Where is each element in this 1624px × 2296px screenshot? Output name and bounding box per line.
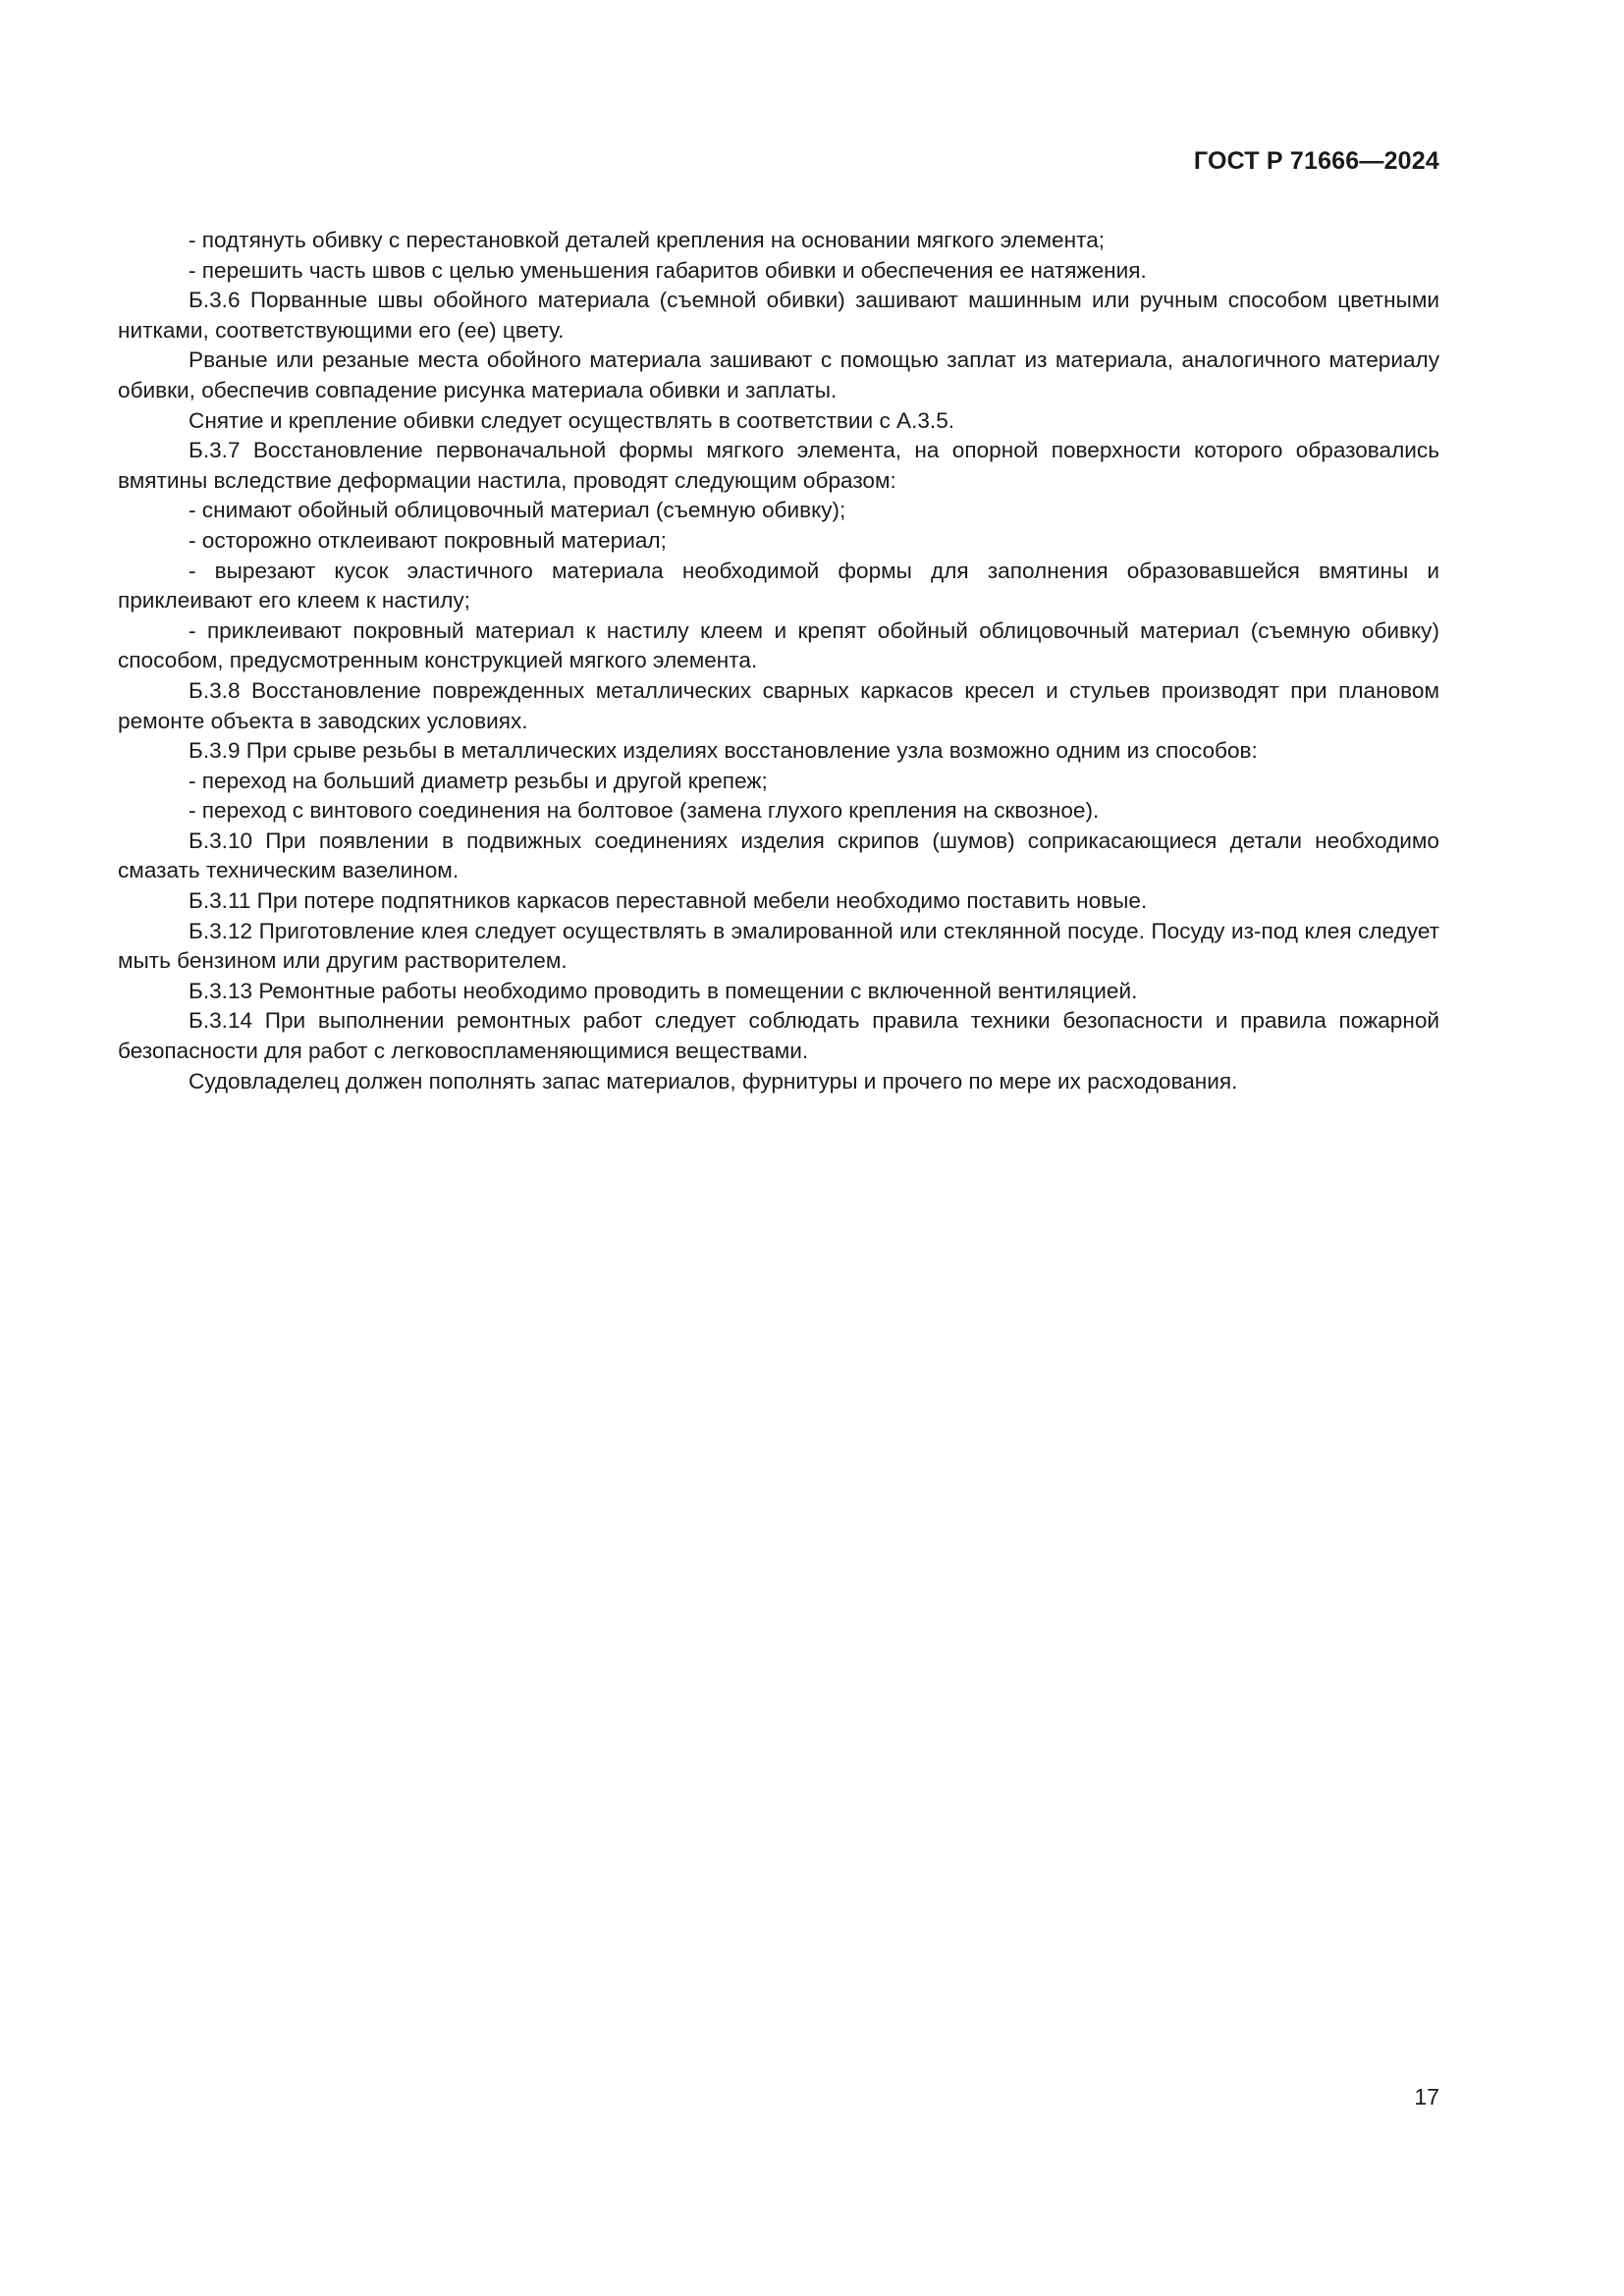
paragraph-b311: Б.3.11 При потере подпятников каркасов переставной мебели необходимо поставить новые.: [189, 888, 1148, 914]
list-item: - приклеивают покровный материал к настилу клеем и крепят обойный облицовочный материал (съемную обивку) способом, предусмотренным конструкцией мягкого элемента.: [118, 617, 1439, 673]
paragraph-b37: Б.3.7 Восстановление первоначальной формы мягкого элемента, на опорной поверхности которого образовались вмятины вследствие деформации настила, проводят следующим образом:: [118, 438, 1439, 493]
paragraph: Снятие и крепление обивки следует осуществлять в соответствии с А.3.5.: [189, 407, 955, 433]
list-item: - вырезают кусок эластичного материала необходимой формы для заполнения образовавшейся вмятины и приклеивают его клеем к настилу;: [118, 558, 1439, 614]
list-item: - снимают обойный облицовочный материал (съемную обивку);: [189, 498, 846, 523]
page-number: 17: [1414, 2084, 1439, 2109]
paragraph-b312: Б.3.12 Приготовление клея следует осуществлять в эмалированной или стеклянной посуде. Посуду из-под клея следует мыть бензином или другим растворителем.: [118, 918, 1439, 974]
document-id-header: ГОСТ Р 71666—2024: [1193, 147, 1439, 175]
list-item: - подтянуть обивку с перестановкой деталей крепления на основании мягкого элемента;: [189, 228, 1106, 252]
paragraph: Судовладелец должен пополнять запас материалов, фурнитуры и прочего по мере их расходования.: [189, 1068, 1238, 1094]
paragraph-b310: Б.3.10 При появлении в подвижных соединениях изделия скрипов (шумов) соприкасающиеся детали необходимо смазать техническим вазелином.: [118, 828, 1439, 883]
list-item: - переход на больший диаметр резьбы и другой крепеж;: [189, 768, 768, 793]
list-item: - переход с винтового соединения на болтовое (замена глухого крепления на сквозное).: [189, 798, 1100, 824]
paragraph-b36: Б.3.6 Порванные швы обойного материала (съемной обивки) зашивают машинным или ручным способом цветными нитками, соответствующими его (ее) цвету.: [118, 288, 1439, 343]
list-item: - осторожно отклеивают покровный материал;: [189, 527, 667, 553]
paragraph-b314: Б.3.14 При выполнении ремонтных работ следует соблюдать правила техники безопасности и правила пожарной безопасности для работ с легковоспламеняющимися веществами.: [118, 1008, 1439, 1064]
list-item: - перешить часть швов с целью уменьшения габаритов обивки и обеспечения ее натяжения.: [189, 257, 1147, 283]
document-body: [118, 226, 1439, 1096]
paragraph-b39: Б.3.9 При срыве резьбы в металлических изделиях восстановление узла возможно одним из способов:: [189, 738, 1258, 764]
paragraph-b313: Б.3.13 Ремонтные работы необходимо проводить в помещении с включенной вентиляцией.: [189, 978, 1138, 1003]
paragraph: Рваные или резаные места обойного материала зашивают с помощью заплат из материала, аналогичного материалу обивки, обеспечив совпадение рисунка материала обивки и заплаты.: [118, 347, 1439, 402]
paragraph-b38: Б.3.8 Восстановление поврежденных металлических сварных каркасов кресел и стульев производят при плановом ремонте объекта в заводских условиях.: [118, 677, 1439, 733]
